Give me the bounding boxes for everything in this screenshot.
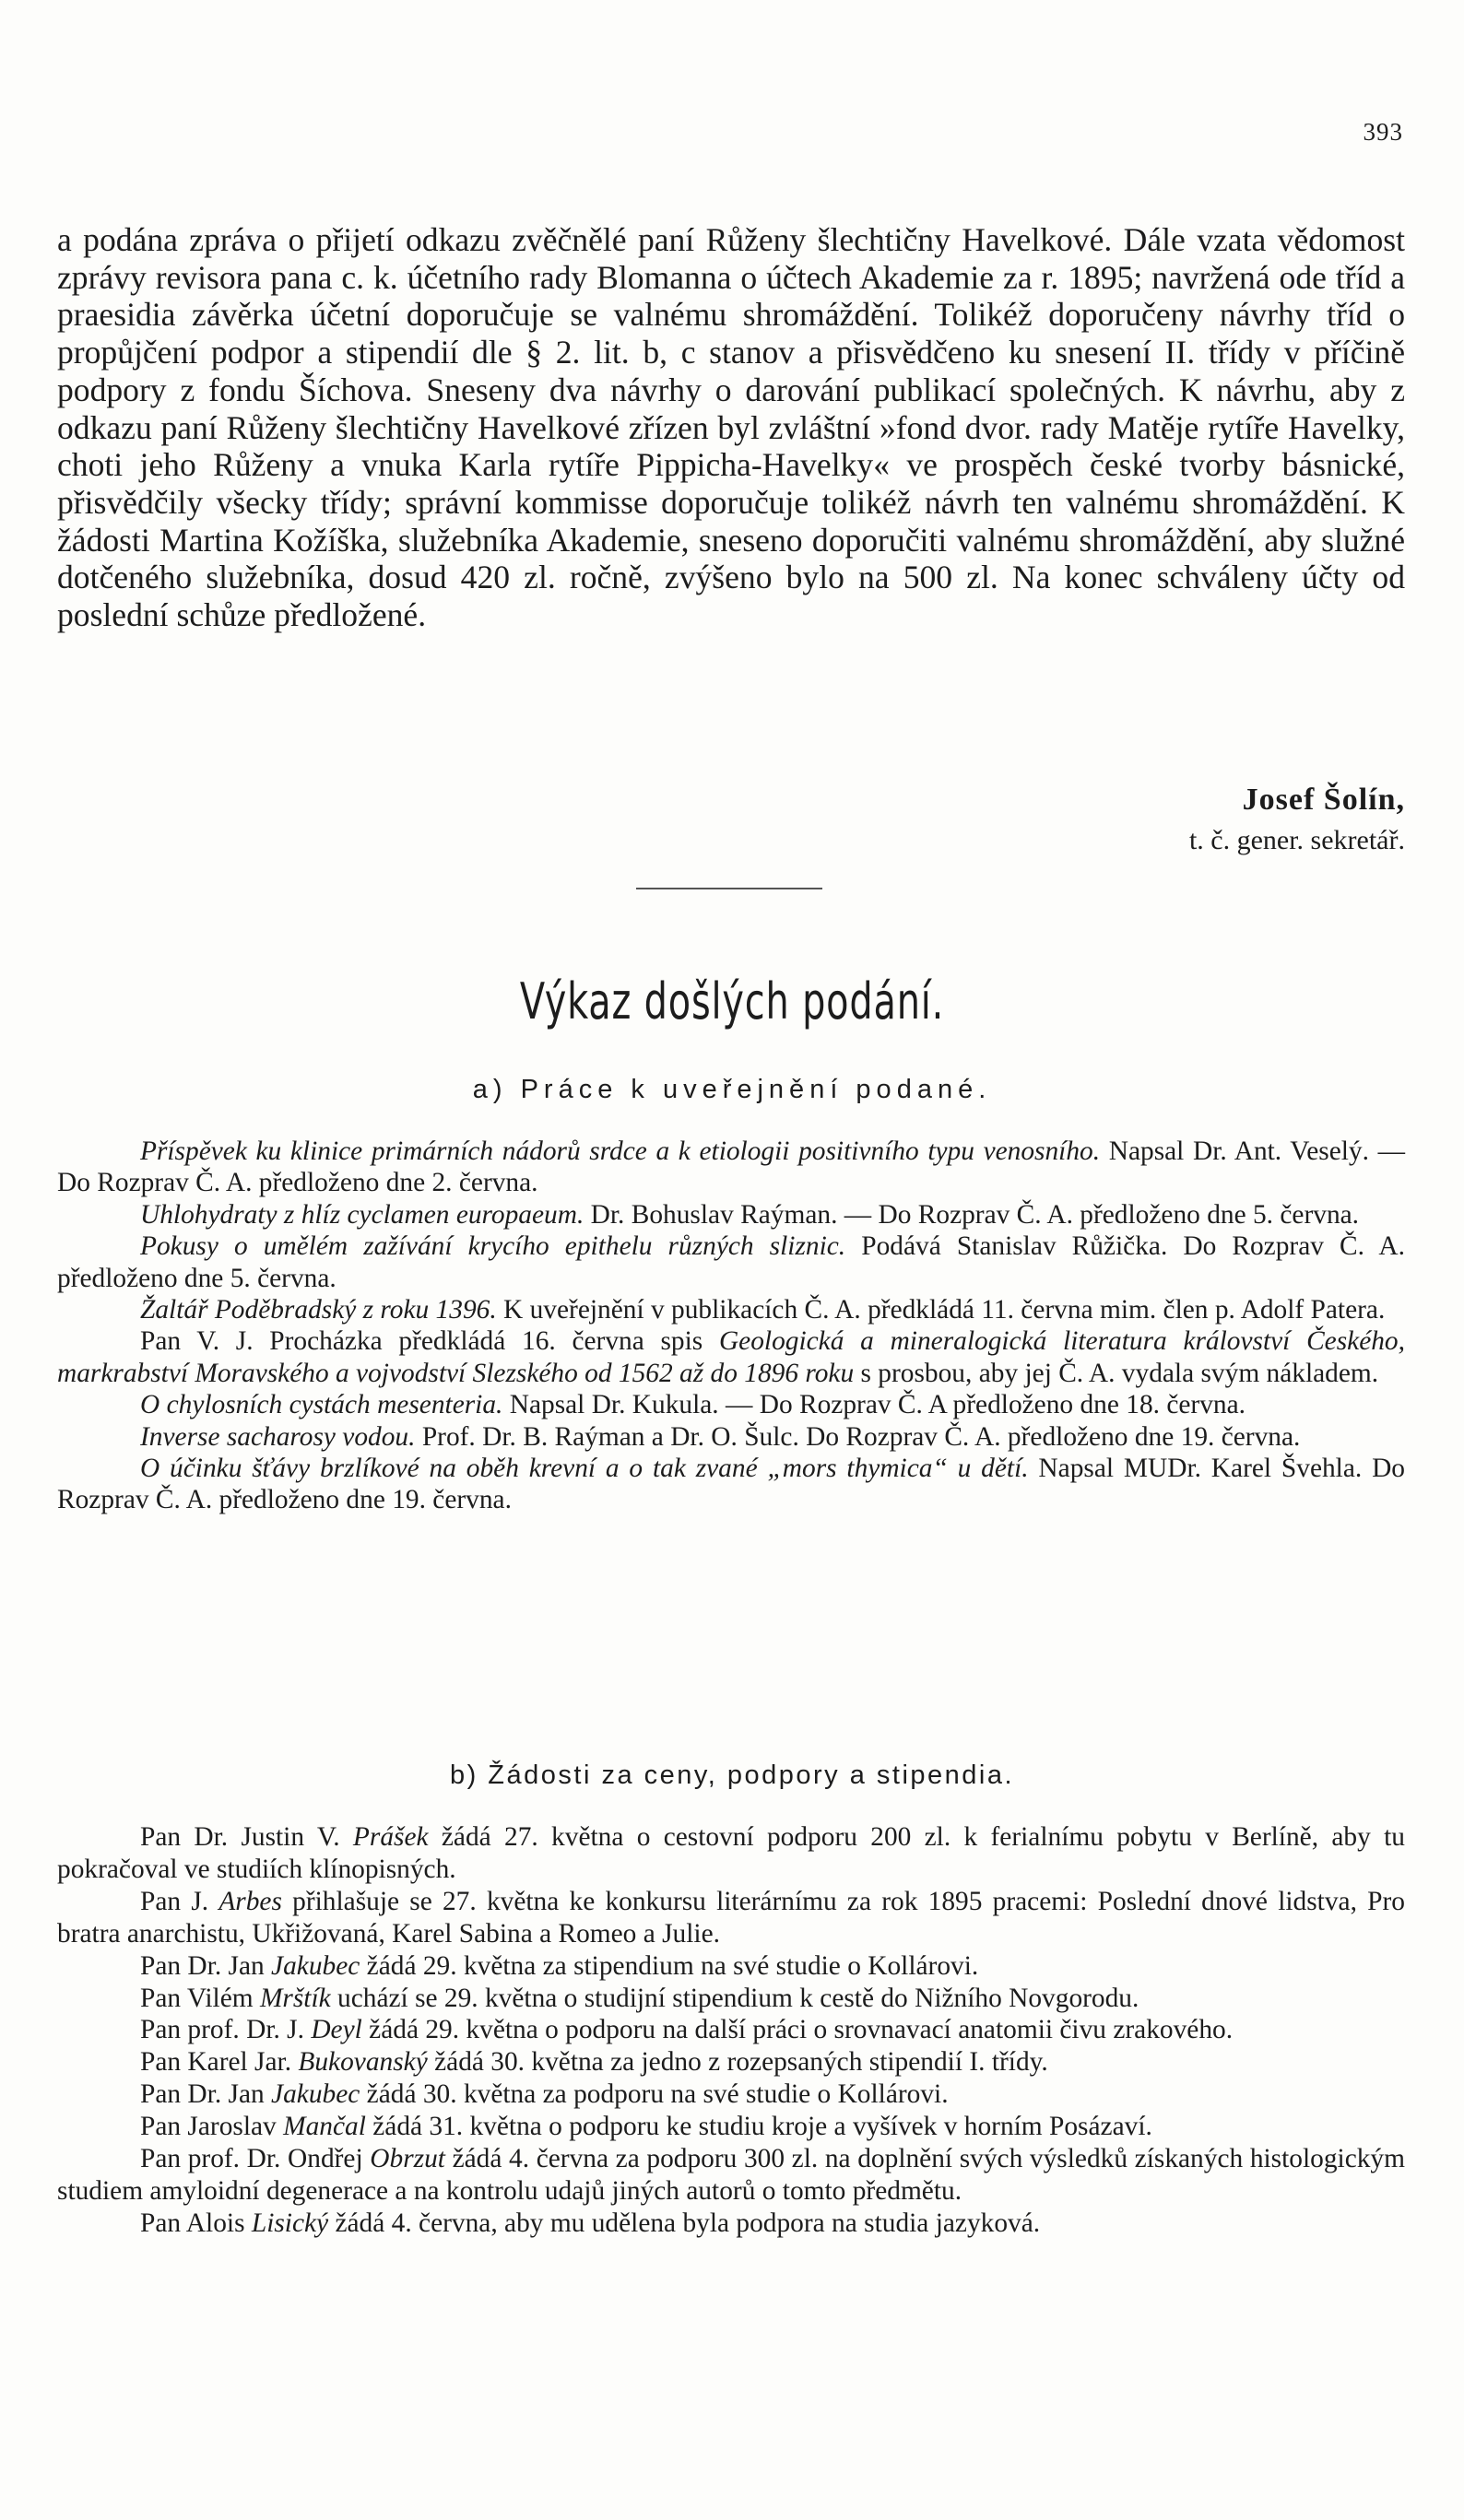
section-divider — [636, 888, 822, 889]
entry-text: Dr. Bohuslav Raýman. — Do Rozprav Č. A. předloženo dne 5. června. — [584, 1199, 1360, 1230]
section-b-entry-6 — [57, 2046, 1405, 2078]
section-a-list — [57, 1136, 1405, 1516]
entry-text: Podává Stanislav Růžička. Do Rozprav Č. A. předloženo dne 5. června. — [57, 1231, 1405, 1293]
entry-name: Jakubec — [271, 1950, 360, 1981]
section-a-entry-1 — [57, 1136, 1405, 1199]
entry-text: Napsal MUDr. Karel Švehla. Do Rozprav Č. A. předloženo dne 19. června. — [57, 1454, 1405, 1515]
page-number: 393 — [1363, 118, 1403, 146]
entry-name: Mančal — [283, 2112, 366, 2142]
entry-text: žádá 31. května o podporu ke studiu kroje a vyšívek v horním Posázaví. — [365, 2112, 1152, 2142]
entry-name: Prášek — [352, 1822, 429, 1852]
entry-title: O účinku šťávy brzlíkové na oběh krevní a o tak zvané „mors thymica“ u dětí. — [140, 1454, 1029, 1484]
entry-text: žádá 29. května o podporu na další práci o srovnavací anatomii čivu zrakového. — [361, 2015, 1234, 2045]
entry-name: Obrzut — [370, 2144, 445, 2174]
entry-prefix: Pan Karel Jar. — [140, 2047, 299, 2078]
entry-text: žádá 4. června, aby mu udělena byla podpora na studia jazyková. — [328, 2208, 1041, 2238]
entry-prefix: Pan V. J. Procházka předkládá 16. června spis — [140, 1326, 719, 1357]
section-b-entry-8 — [57, 2111, 1405, 2143]
section-a-entry-4 — [57, 1294, 1405, 1325]
entry-prefix: Pan Dr. Justin V. — [140, 1822, 353, 1852]
entry-prefix: Pan J. — [140, 1886, 219, 1916]
entry-prefix: Pan Vilém — [140, 1983, 260, 2013]
entry-name: Mrštík — [259, 1983, 331, 2013]
entry-text: Napsal Dr. Ant. Veselý. — Do Rozprav Č. A. předloženo dne 2. června. — [57, 1136, 1405, 1198]
entry-prefix: Pan Dr. Jan — [140, 2079, 272, 2110]
entry-title: Žaltář Poděbradský z roku 1396. — [140, 1295, 497, 1325]
entry-title: Pokusy o umělém zažívání krycího epithelu různých sliznic. — [140, 1231, 846, 1262]
entry-title: Geologická a mineralogická literatura království Českého, markrabství Moravského a vojvodství Slezského od 1562 až do 1896 roku — [57, 1326, 1405, 1388]
section-b-entry-10 — [57, 2208, 1405, 2240]
entry-title: Inverse sacharosy vodou. — [140, 1421, 416, 1452]
section-a-entry-2 — [57, 1199, 1405, 1231]
section-a-entry-8 — [57, 1453, 1405, 1516]
entry-title: O chylosních cystách mesenteria. — [140, 1390, 503, 1420]
entry-prefix: Pan Alois — [140, 2208, 252, 2238]
entry-text: žádá 4. června za podporu 300 zl. na doplnění svých výsledků získaných histologickým studiem amyloidní degenerace a na kontrolu udajů jiných autorů o tomto předmětu. — [57, 2144, 1405, 2206]
section-a-entry-6 — [57, 1389, 1405, 1420]
entry-text: K uveřejnění v publikacích Č. A. předkládá 11. června mim. člen p. Adolf Patera. — [496, 1295, 1386, 1325]
entry-prefix: Pan prof. Dr. Ondřej — [140, 2144, 371, 2174]
entry-text: s prosbou, aby jej Č. A. vydala svým nákladem. — [854, 1358, 1379, 1388]
section-b-list — [57, 1821, 1405, 2240]
entry-text: přihlašuje se 27. května ke konkursu literárnímu za rok 1895 pracemi: Poslední dnové lidstva, Pro bratra anarchistu, Ukřižovaná, Karel Sabina a Romeo a Julie. — [57, 1886, 1405, 1949]
entry-name: Arbes — [218, 1886, 282, 1916]
section-a-entry-5 — [57, 1325, 1405, 1389]
section-a-heading: a) Práce k uveřejnění podané. — [472, 1075, 992, 1104]
entry-text: Prof. Dr. B. Raýman a Dr. O. Šulc. Do Rozprav Č. A. předloženo dne 19. června. — [415, 1421, 1301, 1452]
main-heading: Výkaz došlých podání. — [519, 972, 945, 1030]
section-b-heading: b) Žádosti za ceny, podpory a stipendia. — [449, 1760, 1015, 1790]
entry-name: Jakubec — [271, 2079, 360, 2110]
entry-prefix: Pan Jaroslav — [140, 2112, 284, 2142]
report-paragraph-text: a podána zpráva o přijetí odkazu zvěčnělé paní Růženy šlechtičny Havelkové. Dále vzata vědomost zprávy revisora pana c. k. účetního rady Blomanna o účtech Akademie za r. 1895; navržená ode tříd a praesidia závěrka účetní doporučuje se valnému shromáždění. Tolikéž doporučeny návrhy tříd o propůjčení podpor a stipendií dle § 2. lit. b, c stanov a přisvědčeno ku snesení II. třídy v příčině podpory z fondu Šíchova. Sneseny dva návrhy o darování publikací společných. K návrhu, aby z odkazu paní Růženy šlechtičny Havelkové zřízen byl zvláštní »fond dvor. rady Matěje rytíře Havelky, choti jeho Růženy a vnuka Karla rytíře Pippicha-Havelky« ve prospěch české tvorby básnické, přisvědčily všecky třídy; správní kommisse doporučuje tolikéž návrh ten valnému shromáždění. K žádosti Martina Kožíška, služebníka Akademie, sneseno doporučiti valnému shromáždění, aby služné dotčeného služebníka, dosud 420 zl. ročně, zvýšeno bylo na 500 zl. Na konec schváleny účty od poslední schůze předložené. — [57, 221, 1405, 634]
section-b-entry-1 — [57, 1821, 1405, 1886]
section-b-entry-9 — [57, 2143, 1405, 2208]
entry-text: žádá 30. května za jedno z rozepsaných stipendií I. třídy. — [427, 2047, 1048, 2078]
entry-prefix: Pan Dr. Jan — [140, 1950, 272, 1981]
section-b-entry-3 — [57, 1950, 1405, 1983]
entry-name: Lisický — [251, 2208, 329, 2238]
entry-text: žádá 29. května za stipendium na své studie o Kollárovi. — [360, 1950, 979, 1981]
entry-text: Napsal Dr. Kukula. — Do Rozprav Č. A předloženo dne 18. června. — [502, 1390, 1246, 1420]
section-b-entry-2 — [57, 1886, 1405, 1950]
report-paragraph — [57, 221, 1405, 634]
section-a-entry-3 — [57, 1231, 1405, 1294]
signature-name: Josef Šolín, — [1242, 783, 1405, 817]
signature-title: t. č. gener. sekretář. — [1188, 825, 1405, 855]
section-b-entry-7 — [57, 2078, 1405, 2111]
entry-prefix: Pan prof. Dr. J. — [140, 2015, 312, 2045]
entry-text: uchází se 29. května o studijní stipendium k cestě do Nižního Novgorodu. — [330, 1983, 1139, 2013]
entry-text: žádá 30. května za podporu na své studie o Kollárovi. — [360, 2079, 949, 2110]
entry-name: Bukovanský — [298, 2047, 428, 2078]
section-b-entry-4 — [57, 1983, 1405, 2015]
entry-name: Deyl — [311, 2015, 362, 2045]
entry-text: žádá 27. května o cestovní podporu 200 zl. k ferialnímu pobytu v Berlíně, aby tu pokračoval ve studiích klínopisných. — [57, 1822, 1405, 1884]
signature — [1189, 780, 1405, 861]
entry-title: Uhlohydraty z hlíz cyclamen europaeum. — [140, 1199, 584, 1230]
entry-title: Příspěvek ku klinice primárních nádorů srdce a k etiologii positivního typu venosního. — [140, 1136, 1101, 1166]
section-b-entry-5 — [57, 2014, 1405, 2046]
section-a-entry-7 — [57, 1421, 1405, 1453]
